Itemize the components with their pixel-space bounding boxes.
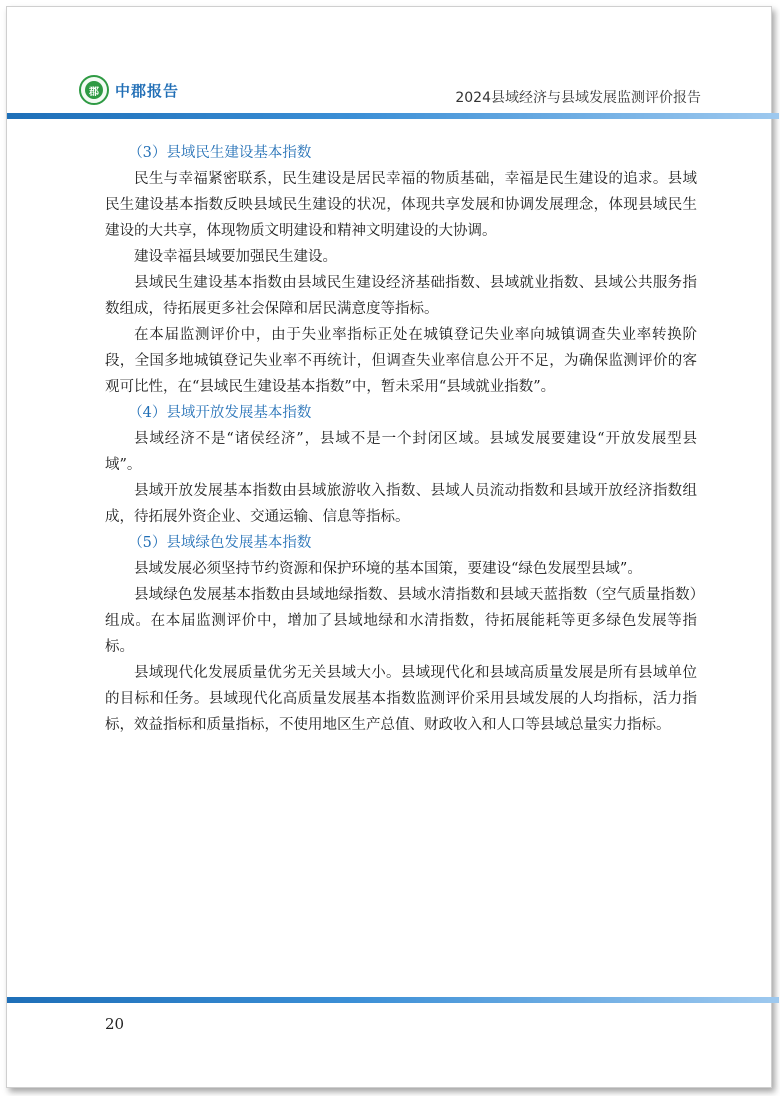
paragraph: 在本届监测评价中，由于失业率指标正处在城镇登记失业率向城镇调查失业率转换阶段，全国多地城镇登记失业率不再统计，但调查失业率信息公开不足，为确保监测评价的客观可比性，在“县域民生建设基本指数”中，暂未采用“县域就业指数”。 (105, 327, 697, 395)
logo-text: 中郡报告 (115, 81, 180, 100)
header-divider (7, 113, 779, 119)
paragraph: 民生与幸福紧密联系，民生建设是居民幸福的物质基础，幸福是民生建设的追求。县域民生建设基本指数反映县域民生建设的状况，体现共享发展和协调发展理念，体现县域民生建设的大共享，体现物质文明建设和精神文明建设的大协调。 (105, 171, 697, 239)
document-page (6, 6, 772, 1088)
paragraph: 县域绿色发展基本指数由县域地绿指数、县域水清指数和县域天蓝指数（空气质量指数）组成。在本届监测评价中，增加了县域地绿和水清指数，待拓展能耗等更多绿色发展等指标。 (105, 587, 697, 655)
section-heading: （4）县域开放发展基本指数 (128, 405, 312, 421)
logo (79, 75, 179, 105)
logo-emblem-icon: 郡 (79, 75, 109, 105)
paragraph: 建设幸福县域要加强民生建设。 (134, 249, 337, 265)
section-heading: （5）县域绿色发展基本指数 (128, 535, 312, 551)
paragraph: 县域经济不是“诸侯经济”，县域不是一个封闭区域。县域发展要建设“开放发展型县域”。 (105, 431, 697, 473)
body-content (105, 140, 697, 738)
paragraph: 县域现代化发展质量优劣无关县域大小。县域现代化和县域高质量发展是所有县域单位的目标和任务。县域现代化高质量发展基本指数监测评价采用县域发展的人均指标，活力指标，效益指标和质量指标，不使用地区生产总值、财政收入和人口等县域总量实力指标。 (105, 665, 697, 733)
paragraph: 县域开放发展基本指数由县域旅游收入指数、县域人员流动指数和县域开放经济指数组成，待拓展外资企业、交通运输、信息等指标。 (105, 483, 697, 525)
page-number: 20 (105, 1015, 125, 1033)
report-title: 2024县域经济与县域发展监测评价报告 (455, 90, 701, 106)
section-heading: （3）县域民生建设基本指数 (128, 145, 312, 161)
footer-divider (7, 997, 779, 1003)
paragraph: 县域民生建设基本指数由县域民生建设经济基础指数、县域就业指数、县域公共服务指数组成，待拓展更多社会保障和居民满意度等指标。 (105, 275, 697, 317)
paragraph: 县域发展必须坚持节约资源和保护环境的基本国策，要建设“绿色发展型县域”。 (134, 561, 642, 577)
